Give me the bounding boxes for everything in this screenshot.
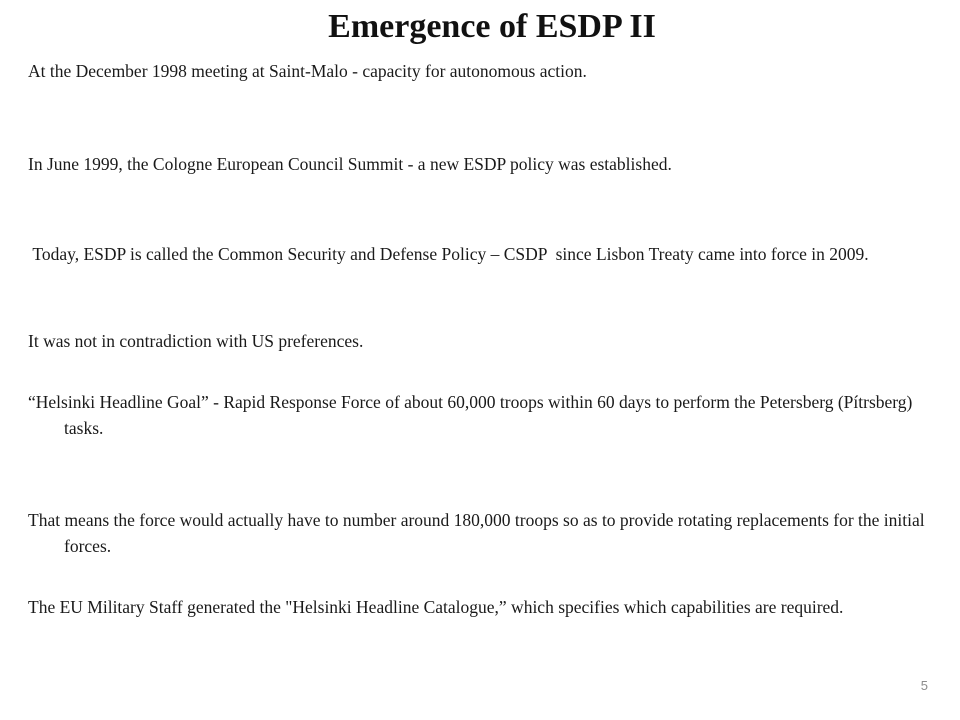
paragraph-force-size: That means the force would actually have to number around 180,000 troops so as to provide rotating replacements for the initial forces. <box>28 510 925 556</box>
paragraph-csdp-lisbon: Today, ESDP is called the Common Security and Defense Policy – CSDP since Lisbon Treaty came into force in 2009. <box>28 244 869 264</box>
paragraph-saint-malo: At the December 1998 meeting at Saint-Malo - capacity for autonomous action. <box>28 61 587 81</box>
paragraph-cologne-summit: In June 1999, the Cologne European Council Summit - a new ESDP policy was established. <box>28 154 672 174</box>
paragraph-us-preferences: It was not in contradiction with US preferences. <box>28 331 364 351</box>
paragraph-helsinki-headline-goal: “Helsinki Headline Goal” - Rapid Response Force of about 60,000 troops within 60 days to perform the Petersberg (Pítrsberg) tasks. <box>28 392 913 438</box>
page-number: 5 <box>920 678 928 693</box>
slide-title: Emergence of ESDP II <box>328 8 656 45</box>
paragraph-headline-catalogue: The EU Military Staff generated the "Helsinki Headline Catalogue,” which specifies which capabilities are required. <box>28 597 844 617</box>
